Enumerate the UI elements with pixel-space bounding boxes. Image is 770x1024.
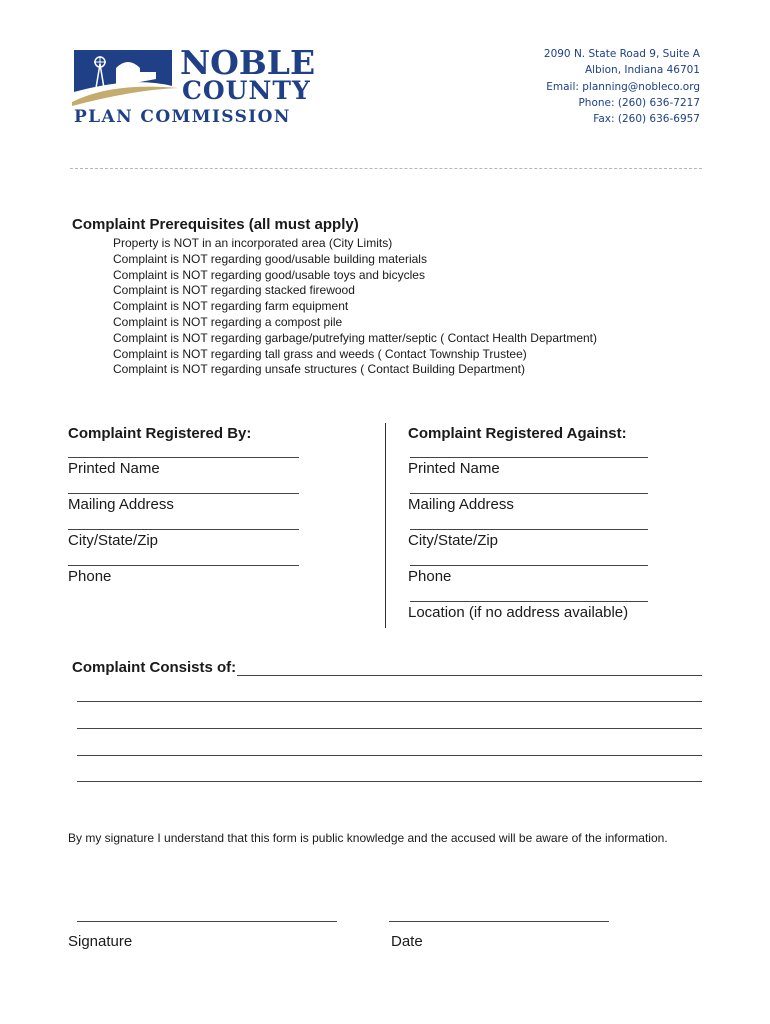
prerequisite-item: Complaint is NOT regarding good/usable building materials — [113, 251, 427, 266]
mailing-address-against-label: Mailing Address — [408, 496, 514, 513]
logo-text-noble: NOBLE — [180, 43, 316, 82]
column-divider — [385, 423, 386, 628]
complaint-description-line[interactable] — [77, 701, 702, 702]
location-against-input[interactable] — [410, 601, 648, 602]
prerequisite-item: Complaint is NOT regarding stacked firewood — [113, 283, 355, 298]
prerequisite-item: Complaint is NOT regarding a compost pile — [113, 314, 343, 329]
contact-email[interactable]: Email: planning@nobleco.org — [546, 80, 700, 93]
mailing-address-by-input[interactable] — [68, 493, 299, 494]
signature-label: Signature — [68, 933, 133, 950]
mailing-address-by-label: Mailing Address — [68, 496, 174, 513]
city-state-zip-against-input[interactable] — [410, 529, 648, 530]
prerequisite-item: Complaint is NOT regarding tall grass and weeds ( Contact Township Trustee) — [113, 346, 527, 361]
phone-by-input[interactable] — [68, 565, 299, 566]
city-state-zip-by-label: City/State/Zip — [68, 532, 159, 549]
mailing-address-against-input[interactable] — [410, 493, 648, 494]
prerequisite-item: Property is NOT in an incorporated area (City Limits) — [113, 236, 393, 250]
prerequisite-item: Complaint is NOT regarding unsafe structures ( Contact Building Department) — [113, 362, 525, 377]
printed-name-against-input[interactable] — [410, 457, 648, 458]
complaint-consists-title: Complaint Consists of: — [72, 659, 237, 676]
signature-input[interactable] — [77, 921, 337, 922]
barn-logo-icon — [72, 46, 182, 106]
phone-against-input[interactable] — [410, 565, 648, 566]
header-divider — [70, 168, 702, 169]
printed-name-against-label: Printed Name — [408, 460, 500, 477]
location-against-label: Location (if no address available) — [408, 604, 629, 621]
date-label: Date — [391, 933, 423, 950]
city-state-zip-by-input[interactable] — [68, 529, 299, 530]
registered-by-title: Complaint Registered By: — [68, 425, 252, 442]
contact-info — [544, 46, 700, 127]
complaint-description-line[interactable] — [237, 675, 702, 676]
contact-phone: Phone: (260) 636-7217 — [578, 96, 700, 109]
prerequisite-item: Complaint is NOT regarding garbage/putrefying matter/septic ( Contact Health Department) — [113, 330, 598, 345]
date-input[interactable] — [389, 921, 609, 922]
complaint-description-line[interactable] — [77, 781, 702, 782]
printed-name-by-label: Printed Name — [68, 460, 160, 477]
prerequisites-list — [113, 236, 597, 378]
contact-city: Albion, Indiana 46701 — [584, 64, 700, 77]
printed-name-by-input[interactable] — [68, 457, 299, 458]
logo-text-county: COUNTY — [182, 76, 311, 105]
registered-against-title: Complaint Registered Against: — [408, 425, 627, 442]
complaint-description-line[interactable] — [77, 755, 702, 756]
contact-fax: Fax: (260) 636-6957 — [593, 113, 700, 126]
prerequisites-title: Complaint Prerequisites (all must apply) — [72, 216, 359, 233]
noble-county-logo — [72, 43, 322, 128]
phone-against-label: Phone — [408, 568, 452, 585]
prerequisite-item: Complaint is NOT regarding good/usable toys and bicycles — [113, 267, 425, 282]
city-state-zip-against-label: City/State/Zip — [408, 532, 499, 549]
prerequisite-item: Complaint is NOT regarding farm equipment — [113, 299, 349, 314]
logo-text-plan-commission: PLAN COMMISSION — [74, 107, 291, 127]
acknowledgement-statement: By my signature I understand that this form is public knowledge and the accused will be aware of the information. — [68, 831, 668, 845]
complaint-description-line[interactable] — [77, 728, 702, 729]
contact-address: 2090 N. State Road 9, Suite A — [543, 48, 700, 60]
phone-by-label: Phone — [68, 568, 112, 585]
